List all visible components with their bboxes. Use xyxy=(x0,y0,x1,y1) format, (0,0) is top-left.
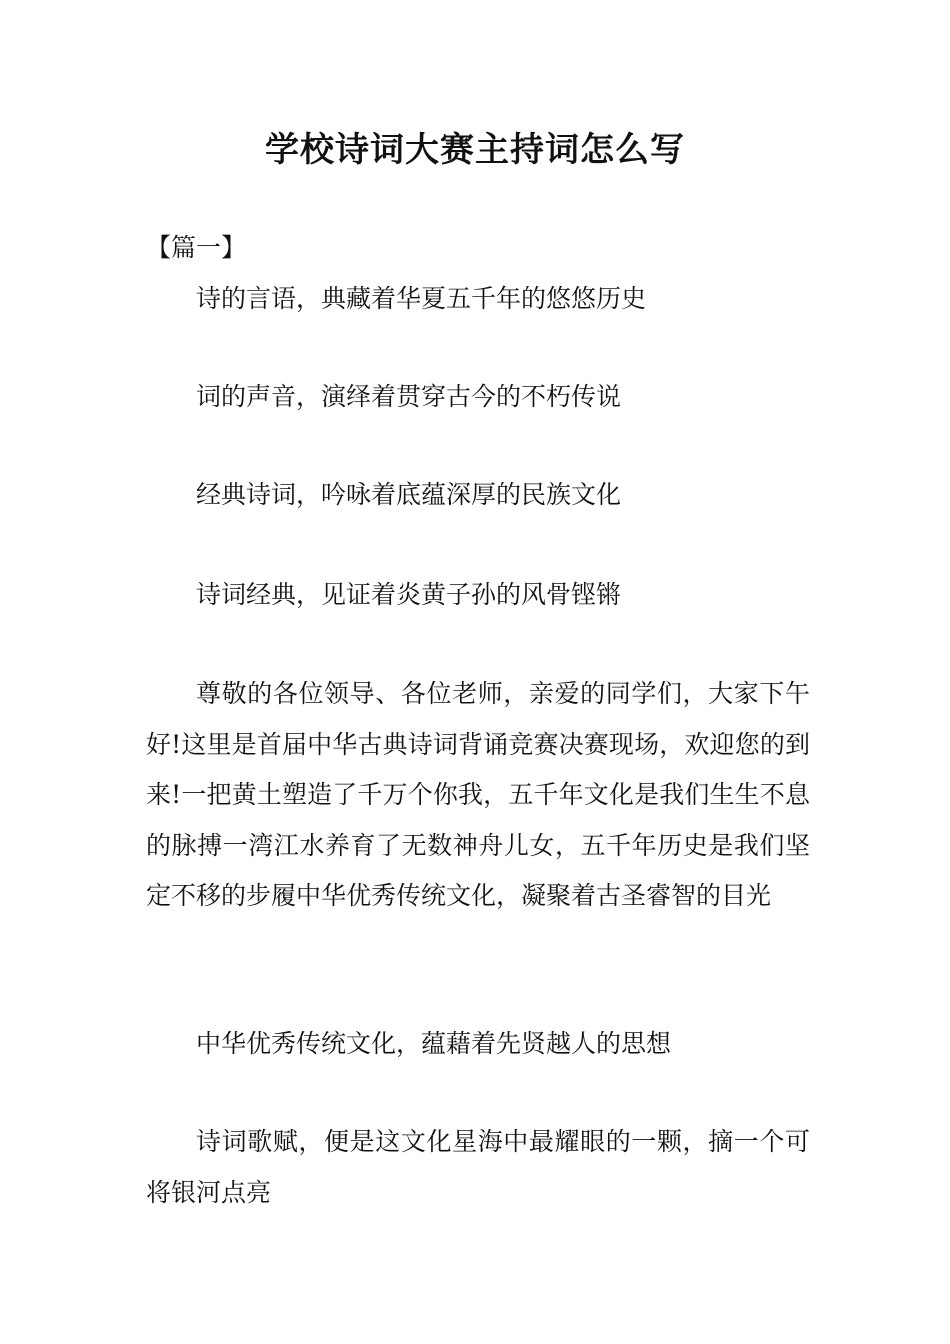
section-label: 【篇一】 xyxy=(146,233,247,262)
document-title: 学校诗词大赛主持词怎么写 xyxy=(265,130,685,170)
paragraph-4: 诗词经典，见证着炎黄子孙的风骨铿锵 xyxy=(196,580,622,609)
paragraph-1: 诗的言语，典藏着华夏五千年的悠悠历史 xyxy=(196,284,647,313)
paragraph-7: 诗词歌赋，便是这文化星海中最耀眼的一颗，摘一个可将银河点亮 xyxy=(146,1127,810,1207)
paragraph-2: 词的声音，演绎着贯穿古今的不朽传说 xyxy=(196,382,622,411)
paragraph-6: 中华优秀传统文化，蕴藉着先贤越人的思想 xyxy=(196,1029,672,1058)
paragraph-3: 经典诗词，吟咏着底蕴深厚的民族文化 xyxy=(196,480,622,509)
paragraph-5: 尊敬的各位领导、各位老师，亲爱的同学们，大家下午好!这里是首届中华古典诗词背诵竞赛决赛现场，欢迎您的到来!一把黄土塑造了千万个你我，五千年文化是我们生生不息的脉搏一湾江水养育了无数神舟儿女，五千年历史是我们坚定不移的步履中华优秀传统文化，凝聚着古圣睿智的目光 xyxy=(146,679,810,910)
